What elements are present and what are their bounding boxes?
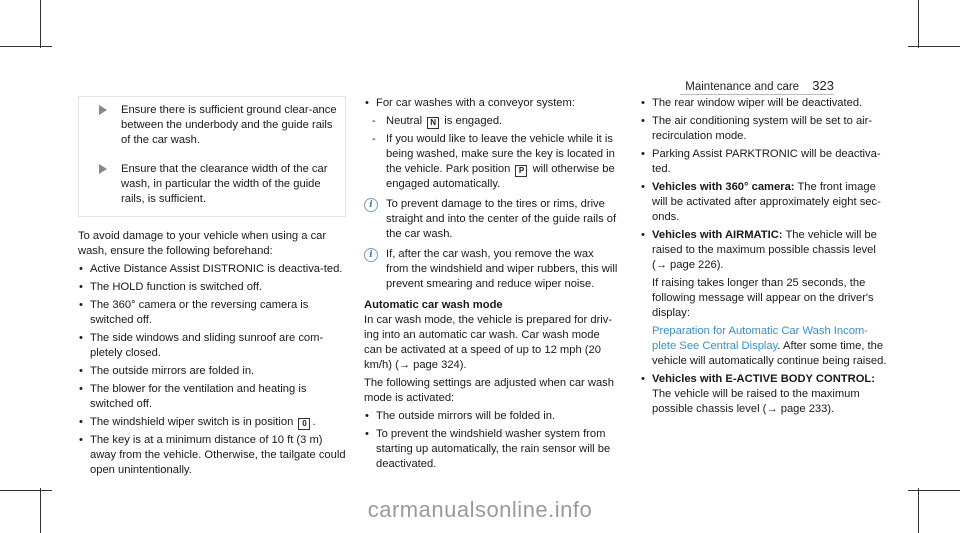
list-item: • The side windows and sliding sunroof are com-pletely closed.	[78, 331, 346, 361]
conveyor-text: For car washes with a conveyor system:	[376, 97, 575, 109]
instruction-text: Ensure there is sufficient ground clear-ance between the underbody and the guide rails of the car wash.	[121, 104, 337, 146]
instruction-step	[99, 162, 337, 207]
instruction-step	[99, 103, 337, 148]
list-item: • Vehicles with AIRMATIC: The vehicle will be raised to the maximum possible chassis level (→ page 226). If raising takes longer than 25 seconds, the following message will appear on the driver's display: Preparation for Automatic Car Wash Incom-plete See Central Display. After some time, the vehicle will automatically continue being raised.	[640, 228, 890, 369]
vehicle-variant-label: Vehicles with 360° camera:	[652, 181, 795, 193]
intro-paragraph: To avoid damage to your vehicle when using a car wash, ensure the following beforehand:	[78, 230, 327, 257]
running-header	[685, 78, 834, 95]
sub-list-item: - If you would like to leave the vehicle while it is being washed, make sure the key is located in the vehicle. Park position P will otherwise be engaged automatically.	[372, 133, 615, 190]
crop-mark	[908, 46, 960, 47]
section-heading: Automatic car wash mode	[364, 299, 503, 311]
page-reference-link[interactable]: → page 233	[766, 403, 828, 415]
column-right	[640, 96, 890, 420]
info-icon: i	[364, 198, 378, 212]
settings-list-continued	[640, 96, 890, 417]
sub-list	[372, 114, 619, 192]
wiper-position-symbol: 0	[298, 418, 310, 430]
crop-mark	[40, 0, 41, 48]
page-reference-link[interactable]: → page 324	[398, 359, 460, 371]
sub-list-item: - Neutral N is engaged.	[372, 115, 503, 127]
wiper-text: The windshield wiper switch is in position	[90, 416, 294, 428]
triangle-right-icon	[99, 105, 107, 115]
park-gear-symbol: P	[515, 165, 527, 177]
watermark: carmanualsonline.info	[367, 497, 593, 522]
column-middle	[364, 96, 619, 475]
section-title: Maintenance and care	[685, 81, 800, 93]
list-item: • The rear window wiper will be deactivated.	[640, 96, 890, 111]
list-item: • Vehicles with E-ACTIVE BODY CONTROL: The vehicle will be raised to the maximum possible chassis level (→ page 233).	[640, 372, 890, 417]
triangle-right-icon	[99, 164, 107, 174]
display-message: Preparation for Automatic Car Wash Incom-plete See Central Display	[652, 325, 868, 352]
neutral-gear-symbol: N	[427, 117, 439, 129]
info-icon: i	[364, 248, 378, 262]
vehicle-variant-label: Vehicles with AIRMATIC:	[652, 229, 783, 241]
crop-mark	[0, 46, 52, 47]
list-item: • The HOLD function is switched off.	[78, 280, 346, 295]
conveyor-list	[364, 96, 619, 192]
header-rule	[680, 94, 834, 95]
paragraph: If raising takes longer than 25 seconds, the following message will appear on the driver's display:	[652, 277, 874, 319]
paragraph: In car wash mode, the vehicle is prepared for driv-ing into an automatic car wash. Car wash mode can be activated at a speed of up to 12 mph (20 km/h) (→ page 324).	[364, 314, 613, 371]
info-note: i To prevent damage to the tires or rims, drive straight and into the center of the guide rails of the car wash.	[364, 197, 619, 242]
checklist	[78, 262, 346, 478]
instruction-box	[78, 96, 346, 217]
list-item: • To prevent the windshield washer system from starting up automatically, the rain sensor will be deactivated.	[364, 427, 619, 472]
list-item: • The windshield wiper switch is in position 0 .	[78, 415, 346, 430]
vehicle-variant-label: Vehicles with E-ACTIVE BODY CONTROL:	[652, 373, 875, 385]
list-item: • The air conditioning system will be set to air-recirculation mode.	[640, 114, 890, 144]
list-item: • The blower for the ventilation and heating is switched off.	[78, 382, 346, 412]
crop-mark	[0, 490, 52, 491]
list-item: • Parking Assist PARKTRONIC will be deactiva-ted.	[640, 147, 890, 177]
paragraph: The following settings are adjusted when car wash mode is activated:	[364, 377, 614, 404]
crop-mark	[908, 490, 960, 491]
info-note: i If, after the car wash, you remove the wax from the windshield and wiper rubbers, this will prevent smearing and reduce wiper noise.	[364, 247, 619, 292]
page-number: 323	[812, 78, 834, 93]
list-item: • The outside mirrors will be folded in.	[364, 409, 619, 424]
list-item	[364, 96, 619, 192]
crop-mark	[918, 0, 919, 48]
list-item: • Active Distance Assist DISTRONIC is deactiva-ted.	[78, 262, 346, 277]
list-item: • The key is at a minimum distance of 10 ft (3 m) away from the vehicle. Otherwise, the tailgate could open unintentionally.	[78, 433, 346, 478]
page-reference-link[interactable]: → page 226	[655, 259, 717, 271]
list-item: • The outside mirrors are folded in.	[78, 364, 346, 379]
list-item: • The 360° camera or the reversing camera is switched off.	[78, 298, 346, 328]
list-item: • Vehicles with 360° camera: The front image will be activated after approximately eight sec-onds.	[640, 180, 890, 225]
settings-list	[364, 409, 619, 472]
column-left	[78, 96, 346, 481]
paragraph: Preparation for Automatic Car Wash Incom-plete See Central Display. After some time, the vehicle will automatically continue being raised.	[652, 325, 887, 367]
instruction-text: Ensure that the clearance width of the car wash, in particular the width of the guide rails, is sufficient.	[121, 163, 328, 205]
